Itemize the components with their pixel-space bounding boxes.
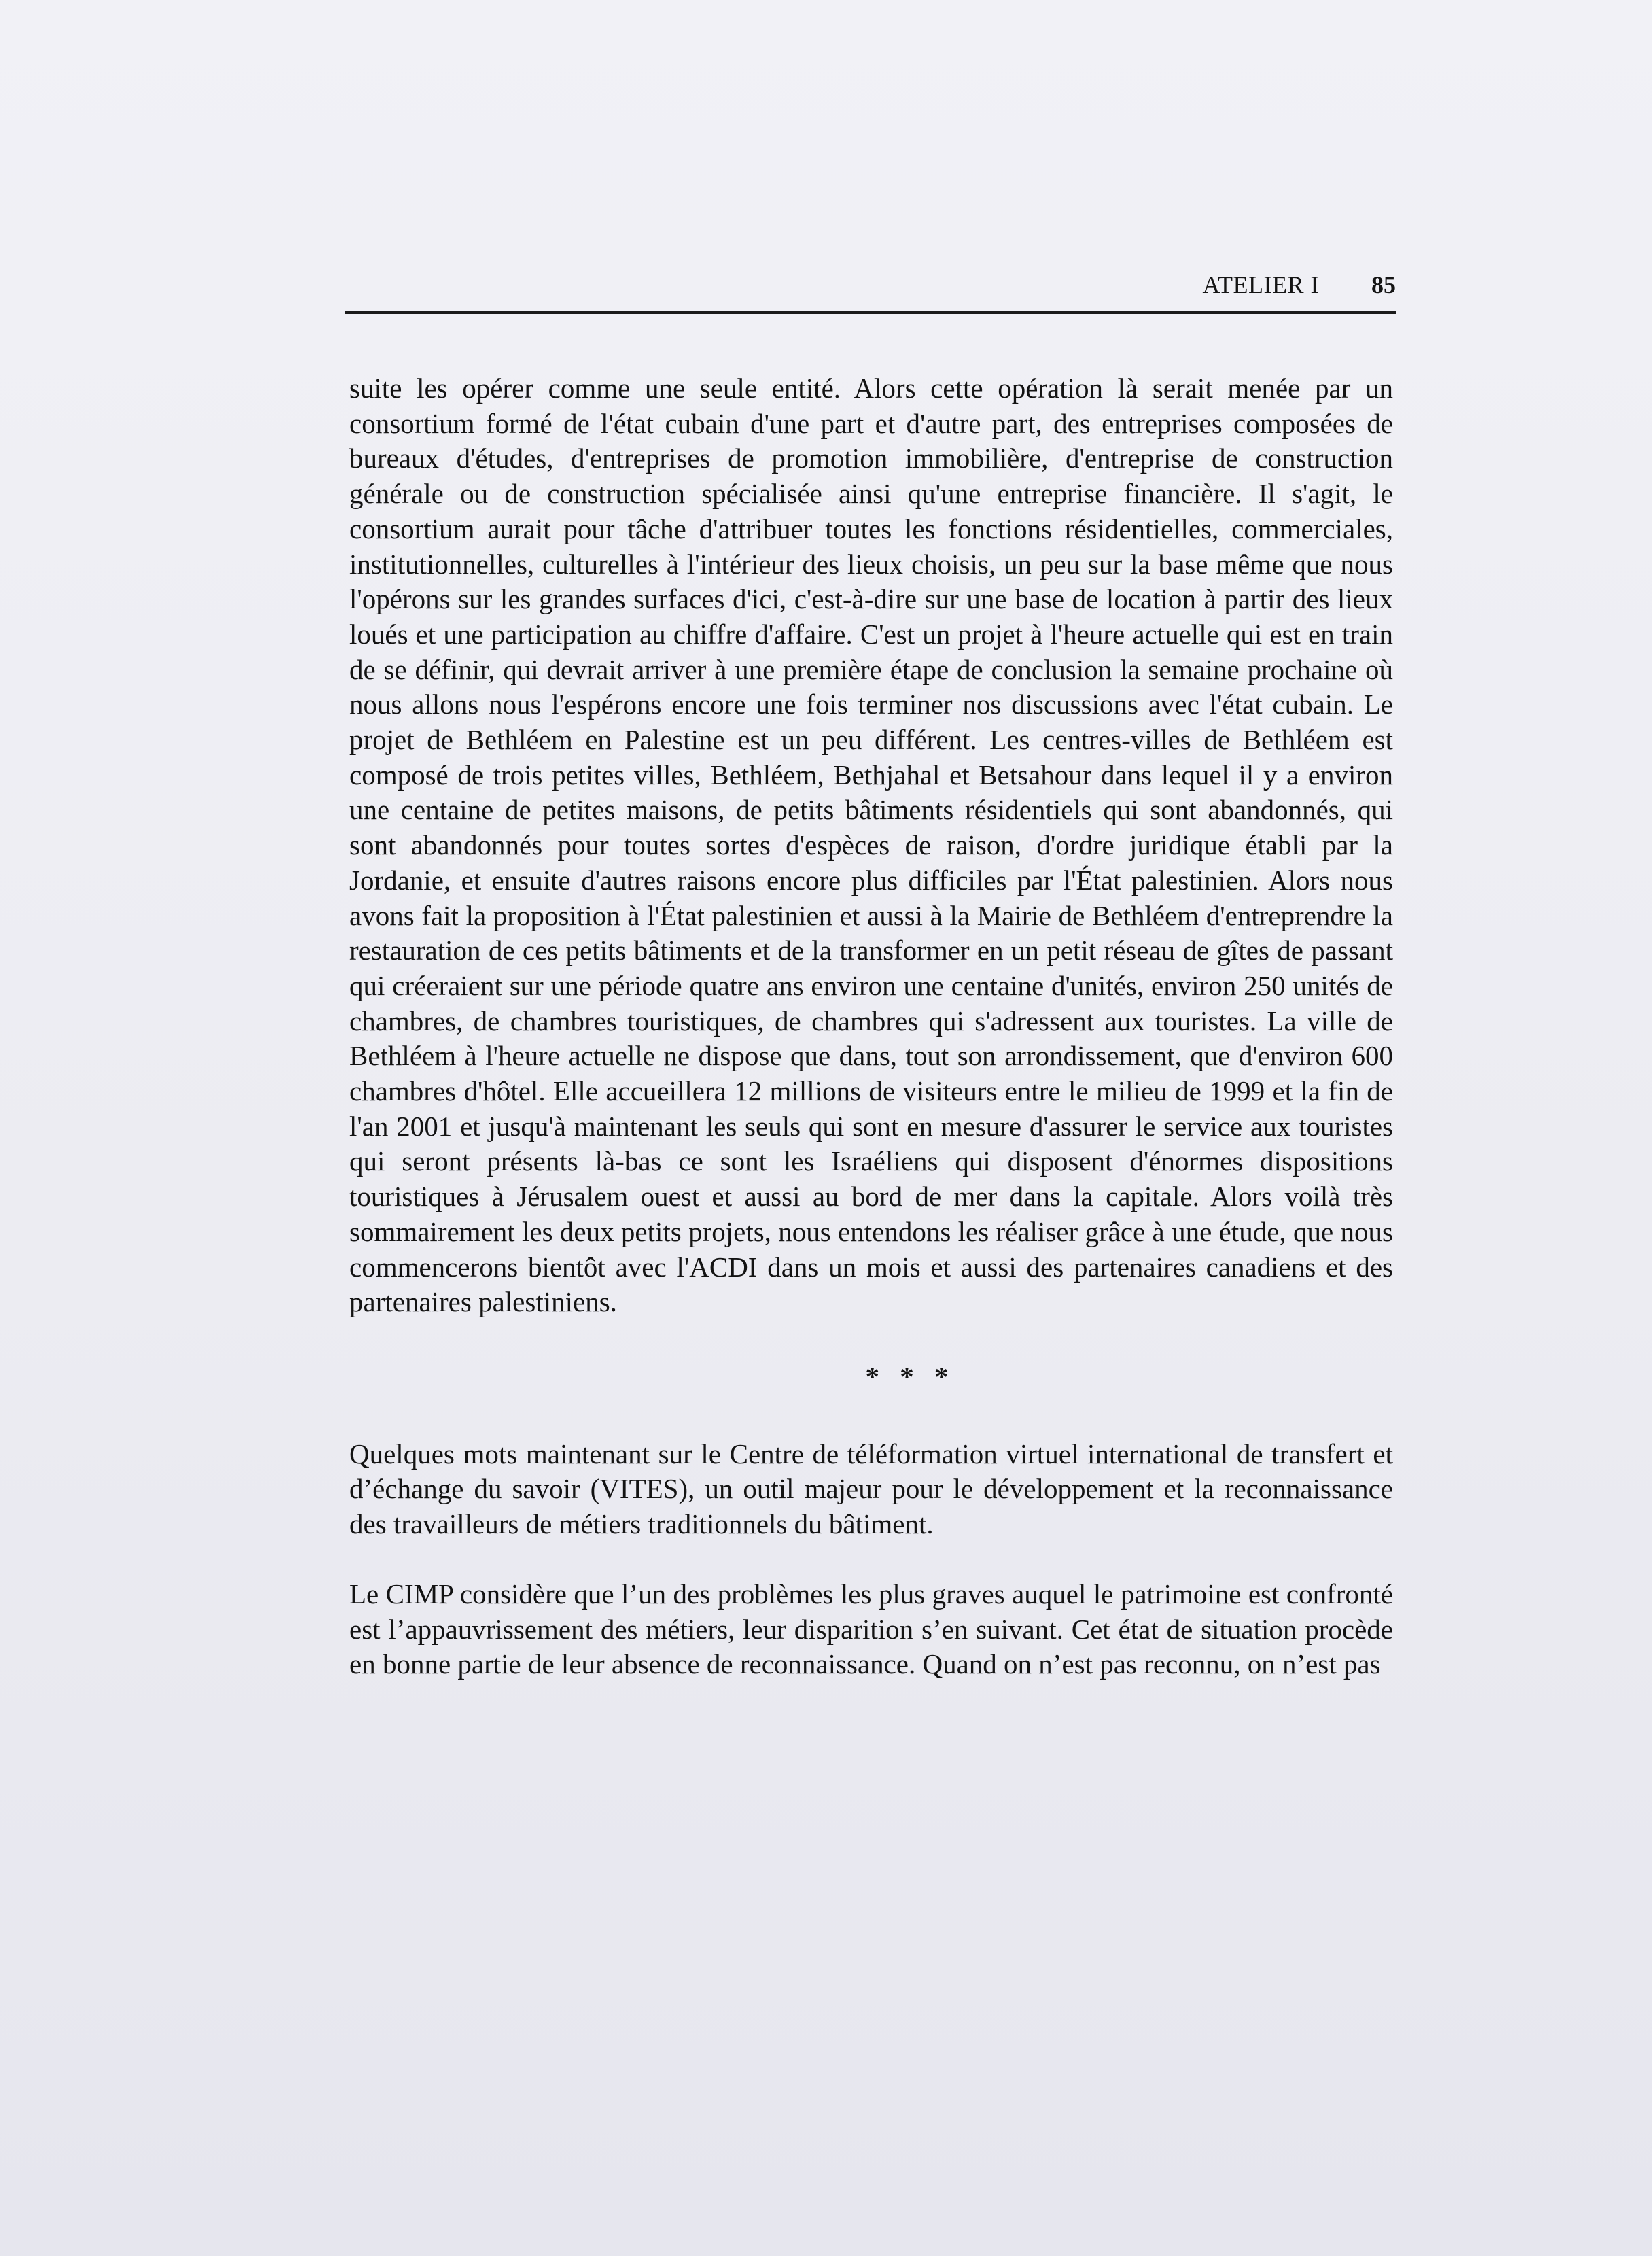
section-separator: * * *	[865, 1360, 955, 1392]
paragraph: Le CIMP considère que l’un des problèmes les plus graves auquel le patrimoine est confronté est l’appauvrissement des métiers, leur disparition s’en suivant. Cet état de situation procède en bonne partie de leur absence de reconnaissance. Quand on n’est pas reconnu, on n’est pas	[349, 1578, 1393, 1680]
page-header	[345, 271, 1396, 298]
page-number: 85	[1371, 271, 1396, 298]
paragraph: suite les opérer comme une seule entité. Alors cette opération là serait menée par un consortium formé de l'état cubain d'une part et d'autre part, des entreprises composées de bureaux d'études, d'entreprises de promotion immobilière, d'entreprise de construction générale ou de construction spécialisée ainsi qu'une entreprise financière. Il s'agit, le consortium aurait pour tâche d'attribuer toutes les fonctions résidentielles, commerciales, institutionnelles, culturelles à l'intérieur des lieux choisis, un peu sur la base même que nous l'opérons sur les grandes surfaces d'ici, c'est-à-dire sur une base de location à partir des lieux loués et une participation au chiffre d'affaire. C'est un projet à l'heure actuelle qui est en train de se définir, qui devrait arriver à une première étape de conclusion la semaine prochaine où nous allons nous l'espérons encore une fois terminer nos discussions avec l'état cubain. Le projet de Bethléem en Palestine est un peu différent. Les centres-villes de Bethléem est composé de trois petites villes, Bethléem, Bethjahal et Betsahour dans lequel il y a environ une centaine de petites maisons, de petits bâtiments résidentiels qui sont abandonnés, qui sont abandonnés pour toutes sortes d'espèces de raison, d'ordre juridique établi par la Jordanie, et ensuite d'autres raisons encore plus difficiles par l'État palestinien. Alors nous avons fait la proposition à l'État palestinien et aussi à la Mairie de Bethléem d'entreprendre la restauration de ces petits bâtiments et de la transformer en un petit réseau de gîtes de passant qui créeraient sur une période quatre ans environ une centaine d'unités, environ 250 unités de chambres, de chambres touristiques, de chambres qui s'adressent aux touristes. La ville de Bethléem à l'heure actuelle ne dispose que dans, tout son arrondissement, que d'environ 600 chambres d'hôtel. Elle accueillera 12 millions de visiteurs entre le milieu de 1999 et la fin de l'an 2001 et jusqu'à maintenant les seuls qui sont en mesure d'assurer le service aux touristes qui seront présents là-bas ce sont les Israéliens qui disposent d'énormes dispositions touristiques à Jérusalem ouest et aussi au bord de mer dans la capitale. Alors voilà très sommairement les deux petits projets, nous entendons les réaliser grâce à une étude, que nous commencerons bientôt avec l'ACDI dans un mois et aussi des partenaires canadiens et des partenaires palestiniens.	[349, 372, 1393, 1318]
body-text	[349, 371, 1393, 1682]
paragraph: Quelques mots maintenant sur le Centre de téléformation virtuel international de transfert et d’échange du savoir (VITES), un outil majeur pour le développement et la reconnaissance des travailleurs de métiers traditionnels du bâtiment.	[349, 1438, 1393, 1540]
running-head: ATELIER I	[1202, 271, 1319, 298]
header-rule	[345, 311, 1396, 314]
